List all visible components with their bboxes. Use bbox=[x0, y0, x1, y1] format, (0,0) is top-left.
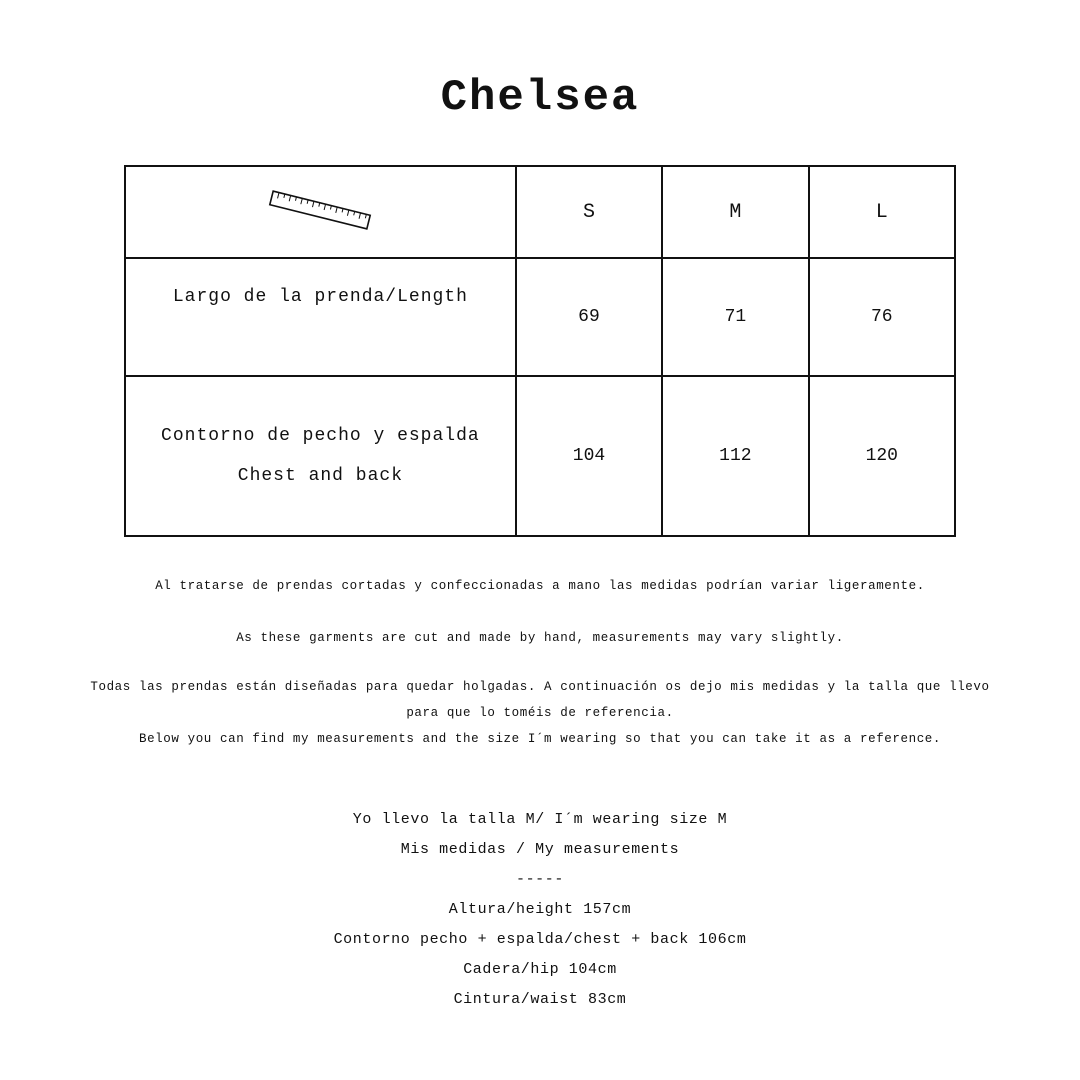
row-label-length bbox=[125, 258, 516, 376]
cell-chest-l: 120 bbox=[809, 376, 955, 536]
ruler-cell bbox=[125, 166, 516, 258]
page-title: Chelsea bbox=[440, 73, 640, 123]
size-header-l: L bbox=[809, 166, 955, 258]
note-loose-en: Below you can find my measurements and the size I´m wearing so that you can take it as a reference. bbox=[138, 732, 942, 746]
my-measurements bbox=[0, 805, 1080, 1015]
note-handmade-en: As these garments are cut and made by hand, measurements may vary slightly. bbox=[236, 631, 844, 645]
row-label-chest bbox=[125, 376, 516, 536]
cell-length-s: 69 bbox=[516, 258, 662, 376]
table-row-length bbox=[125, 258, 955, 376]
table-row-chest bbox=[125, 376, 955, 536]
ruler-icon bbox=[265, 222, 375, 240]
measurements-heading: Mis medidas / My measurements bbox=[400, 841, 680, 858]
row-label-length-text: Largo de la prenda/Length bbox=[172, 287, 468, 307]
size-chart-table bbox=[124, 165, 956, 537]
table-header-row bbox=[125, 166, 955, 258]
size-worn: Yo llevo la talla M/ I´m wearing size M bbox=[352, 811, 728, 828]
size-header-m: M bbox=[662, 166, 808, 258]
measurement-waist: Cintura/waist 83cm bbox=[453, 991, 627, 1008]
cell-length-l: 76 bbox=[809, 258, 955, 376]
row-label-chest-es: Contorno de pecho y espalda bbox=[161, 426, 480, 446]
note-loose-es-line2: para que lo toméis de referencia. bbox=[406, 706, 674, 720]
note-handmade-es: Al tratarse de prendas cortadas y confeccionadas a mano las medidas podrían variar ligeramente. bbox=[155, 579, 925, 593]
cell-length-m: 71 bbox=[662, 258, 808, 376]
row-label-chest-en: Chest and back bbox=[237, 466, 403, 486]
measurements-divider: ----- bbox=[515, 871, 564, 888]
size-header-s: S bbox=[516, 166, 662, 258]
cell-chest-m: 112 bbox=[662, 376, 808, 536]
measurement-chest: Contorno pecho + espalda/chest + back 106cm bbox=[333, 931, 747, 948]
cell-chest-s: 104 bbox=[516, 376, 662, 536]
measurement-hip: Cadera/hip 104cm bbox=[463, 961, 617, 978]
note-loose-es-line1: Todas las prendas están diseñadas para quedar holgadas. A continuación os dejo mis medidas y la talla que llevo bbox=[90, 680, 990, 694]
measurement-height: Altura/height 157cm bbox=[448, 901, 632, 918]
